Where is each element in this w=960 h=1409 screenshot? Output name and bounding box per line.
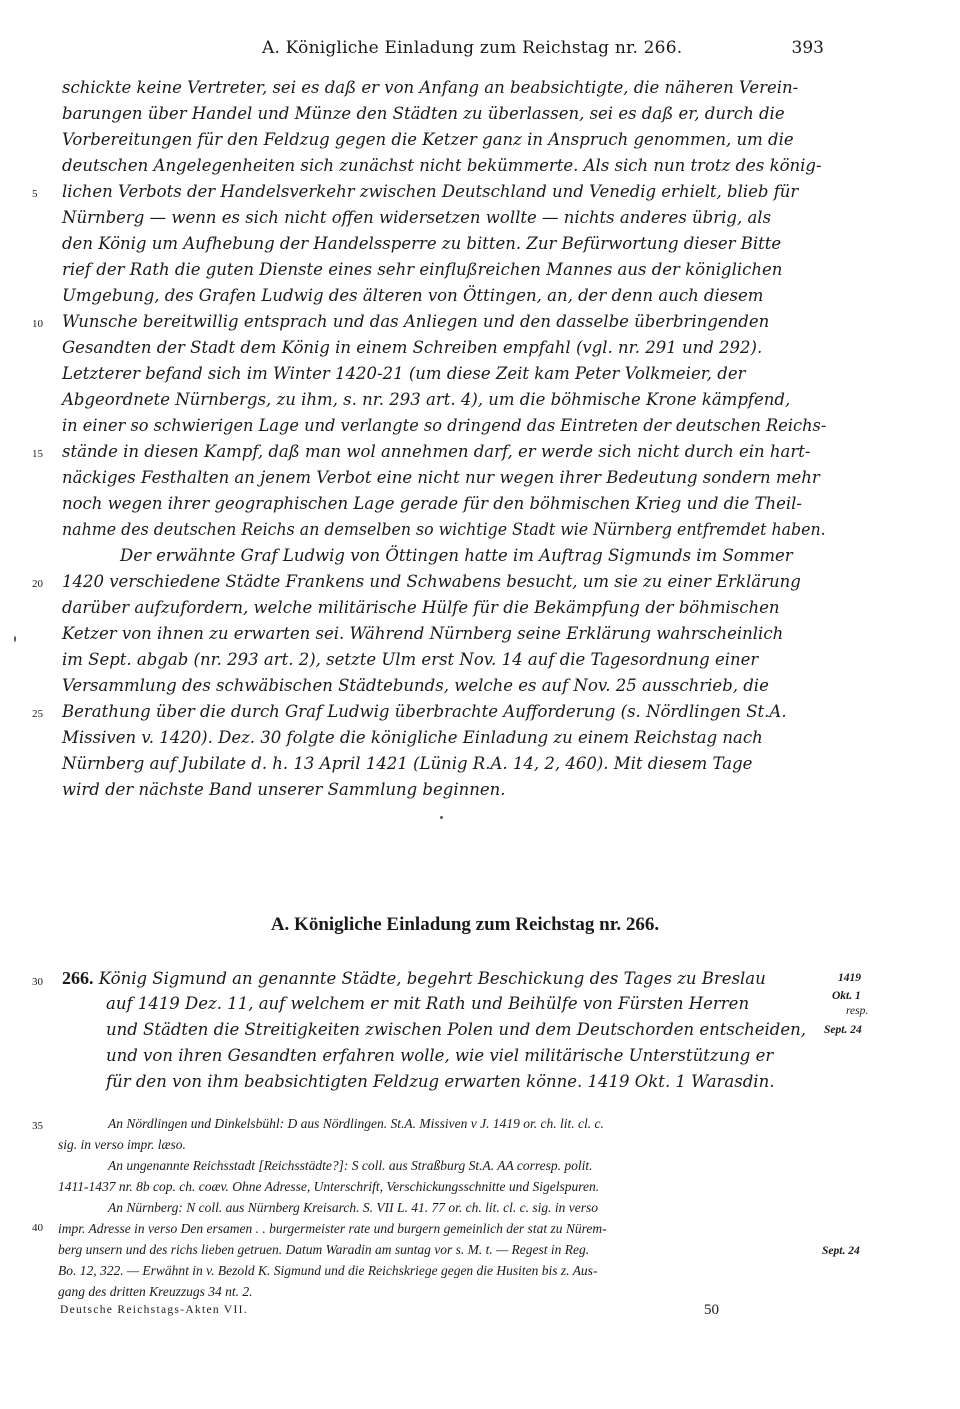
- note-line: impr. Adresse in verso Den ersamen . . burgermeister rate und burgern gemeinlich der stat zu Nürem-: [58, 1221, 607, 1236]
- margin-date: Sept. 24: [822, 1245, 860, 1257]
- entry-line: für den von ihm beabsichtigten Feldzug erwarten könne. 1419 Okt. 1 Warasdin.: [106, 1072, 775, 1091]
- entry-number: 266.: [62, 968, 94, 988]
- body-line: nahme des deutschen Reichs an demselben so wichtige Stadt wie Nürnberg entfremdet haben.: [62, 520, 826, 539]
- note-line: sig. in verso impr. læso.: [58, 1137, 186, 1152]
- note-line: berg unsern und des richs lieben getruen. Datum Waradin am suntag vor s. M. t. — Regest in Reg.: [58, 1242, 590, 1257]
- section-heading: [0, 914, 960, 936]
- note-line: An ungenannte Reichsstadt [Reichsstädte?]: S coll. aus Straßburg St.A. AA corresp. polit.: [108, 1158, 593, 1173]
- body-line: 1420 verschiedene Städte Frankens und Schwabens besucht, um sie zu einer Erklärung: [62, 572, 801, 591]
- body-line: Gesandten der Stadt dem König in einem Schreiben empfahl (vgl. nr. 291 und 292).: [62, 338, 763, 357]
- body-line: wird der nächste Band unserer Sammlung beginnen.: [62, 780, 506, 799]
- margin-date: resp.: [846, 1005, 869, 1017]
- note-line: An Nördlingen und Dinkelsbühl: D aus Nördlingen. St.A. Missiven v J. 1419 or. ch. lit. cl. c.: [108, 1116, 604, 1131]
- body-line: den König um Aufhebung der Handelssperre zu bitten. Zur Befürwortung dieser Bitte: [62, 234, 782, 253]
- section-heading-text: A. Königliche Einladung zum Reichstag nr. 266.: [270, 914, 660, 935]
- scan-speck: [14, 636, 16, 642]
- footer-signature: Deutsche Reichstags-Akten VII.: [60, 1304, 248, 1316]
- body-line: Versammlung des schwäbischen Städtebunds, welche es auf Nov. 25 ausschrieb, die: [62, 676, 769, 695]
- body-line: Vorbereitungen für den Feldzug gegen die Ketzer ganz in Anspruch genommen, um die: [62, 130, 794, 149]
- body-line: Umgebung, des Grafen Ludwig des älteren von Öttingen, an, der denn auch diesem: [62, 286, 764, 305]
- body-line: näckiges Festhalten an jenem Verbot eine nicht nur wegen ihrer Bedeutung sondern mehr: [62, 468, 820, 487]
- body-line: barungen über Handel und Münze den Städten zu überlassen, sei es daß er, durch die: [62, 104, 785, 123]
- body-line: Letzterer befand sich im Winter 1420-21 (um diese Zeit kam Peter Volkmeier, der: [62, 364, 746, 383]
- note-line: Bo. 12, 322. — Erwähnt in v. Bezold K. Sigmund und die Reichskriege gegen die Husiten bis z. Aus-: [58, 1263, 598, 1278]
- scan-speck: [440, 816, 443, 819]
- page-number: 393: [791, 38, 824, 58]
- body-line: Ketzer von ihnen zu erwarten sei. Während Nürnberg seine Erklärung wahrscheinlich: [62, 624, 784, 643]
- entry-line: und von ihren Gesandten erfahren wolle, wie viel militärische Unterstützung er: [106, 1046, 774, 1065]
- line-number: 10: [32, 318, 43, 330]
- body-line: deutschen Angelegenheiten sich zunächst nicht bekümmerte. Als sich nun trotz des könig-: [62, 156, 822, 175]
- body-line: Nürnberg auf Jubilate d. h. 13 April 1421 (Lünig R.A. 14, 2, 460). Mit diesem Tage: [62, 754, 753, 773]
- line-number: 15: [32, 448, 43, 460]
- note-line: An Nürnberg: N coll. aus Nürnberg Kreisarch. S. VII L. 41. 77 or. ch. lit. cl. c. sig. in verso: [108, 1200, 598, 1215]
- body-line: darüber aufzufordern, welche militärische Hülfe für die Bekämpfung der böhmischen: [62, 598, 780, 617]
- body-line: Nürnberg — wenn es sich nicht offen widersetzen wollte — nichts anderes übrig, als: [62, 208, 772, 227]
- margin-date: Okt. 1: [832, 990, 861, 1002]
- margin-date-year: 1419: [838, 972, 861, 984]
- body-line: Wunsche bereitwillig entsprach und das Anliegen und den dasselbe überbringenden: [62, 312, 770, 331]
- body-line: noch wegen ihrer geographischen Lage gerade für den böhmischen Krieg und die Theil-: [62, 494, 803, 513]
- running-head: A. Königliche Einladung zum Reichstag nr. 266.: [262, 38, 683, 58]
- entry-first-line: [62, 968, 766, 989]
- note-line: 1411-1437 nr. 8b cop. ch. coæv. Ohne Adresse, Unterschrift, Verschickungsschnitte und Sigelspuren.: [58, 1179, 600, 1194]
- body-line: schickte keine Vertreter, sei es daß er von Anfang an beabsichtigte, die näheren Verein-: [62, 78, 799, 97]
- line-number: 40: [32, 1222, 43, 1234]
- line-number: 5: [32, 188, 38, 200]
- body-line: Abgeordnete Nürnbergs, zu ihm, s. nr. 293 art. 4), um die böhmische Krone kämpfend,: [62, 390, 791, 409]
- entry-line: auf 1419 Dez. 11, auf welchem er mit Rath und Beihülfe von Fürsten Herren: [106, 994, 750, 1013]
- body-line: im Sept. abgab (nr. 293 art. 2), setzte Ulm erst Nov. 14 auf die Tagesordnung einer: [62, 650, 759, 669]
- body-line: lichen Verbots der Handelsverkehr zwischen Deutschland und Venedig erhielt, blieb für: [62, 182, 799, 201]
- body-line: in einer so schwierigen Lage und verlangte so dringend das Eintreten der deutschen Reichs-: [62, 416, 827, 435]
- line-number: 25: [32, 708, 43, 720]
- line-number: 30: [32, 976, 43, 988]
- line-number: 35: [32, 1120, 43, 1132]
- footer-sheet-number: 50: [704, 1302, 719, 1318]
- body-line: Missiven v. 1420). Dez. 30 folgte die königliche Einladung zu einem Reichstag nach: [62, 728, 763, 747]
- line-number: 20: [32, 578, 43, 590]
- margin-date: Sept. 24: [824, 1024, 862, 1036]
- entry-text: König Sigmund an genannte Städte, begehrt Beschickung des Tages zu Breslau: [98, 969, 766, 988]
- body-line: Berathung über die durch Graf Ludwig überbrachte Aufforderung (s. Nördlingen St.A.: [62, 702, 787, 721]
- body-line: rief der Rath die guten Dienste eines sehr einflußreichen Mannes aus der königlichen: [62, 260, 783, 279]
- body-line: stände in diesen Kampf, daß man wol annehmen darf, er werde sich nicht durch ein hart-: [62, 442, 811, 461]
- body-line: Der erwähnte Graf Ludwig von Öttingen hatte im Auftrag Sigmunds im Sommer: [120, 546, 793, 565]
- entry-line: und Städten die Streitigkeiten zwischen Polen und dem Deutschorden entscheiden,: [106, 1020, 806, 1039]
- note-line: gang des dritten Kreuzzugs 34 nt. 2.: [58, 1284, 253, 1299]
